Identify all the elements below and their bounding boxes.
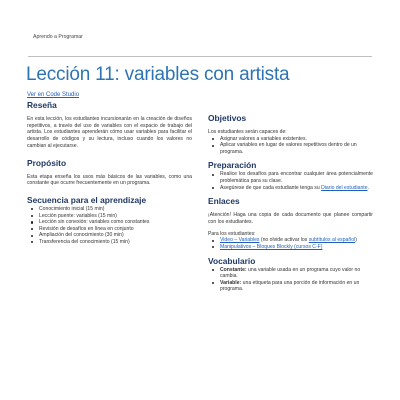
list-item: Asignar valores a variables existentes. <box>220 136 373 143</box>
vocabulario-list <box>208 267 373 293</box>
diario-estudiante-link[interactable]: Diario del estudiante <box>321 184 368 191</box>
list-item: Aplicar variables en lugar de valores repetitivos dentro de un programa. <box>220 142 373 155</box>
list-item: Transferencia del conocimiento (15 min) <box>39 239 192 246</box>
manipulativos-link[interactable]: Manipulativos – Bloques Blockly (cursos C-F) <box>220 243 323 250</box>
vocab-term: Constante: <box>220 266 247 273</box>
preparacion-heading: Preparación <box>208 160 257 171</box>
proposito-text: Esta etapa enseña los usos más básicos de las variables, como una constante que ocurre frecuentemente en un programa. <box>27 173 192 187</box>
left-column <box>27 100 192 245</box>
subtitulos-link[interactable]: subtítulos al español <box>308 237 356 244</box>
list-item: Lección puente: variables (15 min) <box>39 213 192 220</box>
enlaces-for-students: Para los estudiantes: <box>208 230 256 237</box>
video-note: (no olvide activar los <box>259 237 309 244</box>
header-divider <box>28 56 372 57</box>
proposito-heading: Propósito <box>27 157 67 168</box>
document-header: Aprendo a Programar <box>33 34 83 40</box>
vocab-def: una etiqueta para una porción de información en un programa. <box>220 279 360 293</box>
secuencia-list <box>27 206 192 246</box>
list-item: Conocimiento inicial (15 min) <box>39 206 192 213</box>
list-item <box>220 267 373 280</box>
list-item: Ampliación del conocimiento (30 min) <box>39 232 192 239</box>
list-item <box>220 237 373 244</box>
enlaces-heading: Enlaces <box>208 196 240 207</box>
list-item: Realice los desafíos para encontrar cualquier área potencialmente problemática para su clase. <box>220 171 373 185</box>
objetivos-heading: Objetivos <box>208 113 247 123</box>
secuencia-heading: Secuencia para el aprendizaje <box>27 194 147 205</box>
list-item: Lección sin conexión: variables como constantes <box>39 219 192 226</box>
list-item <box>220 280 373 293</box>
enlaces-warning: ¡Atención! Haga una copia de cada documento que planee compartir con los estudiantes. <box>208 212 373 225</box>
list-item <box>220 244 373 251</box>
preparacion-item2-end: . <box>367 184 369 191</box>
vocab-term: Variable: <box>220 279 242 286</box>
code-studio-link[interactable]: Ver en Code Studio <box>27 92 80 98</box>
resena-text: En esta lección, los estudiantes incursionarán en la creación de diseños repetitivos, a través del uso de variables con el espacio de trabajo del artista. Los estudiantes aprenderán cómo usar variables para facilitar el desarrollo de códigos y su lectura, incluso cuando los valores no cambian al ejecutarse. <box>27 116 192 149</box>
list-item <box>220 185 373 192</box>
right-column <box>208 113 373 293</box>
resena-heading: Reseña <box>27 100 57 110</box>
page-title: Lección 11: variables con artista <box>26 64 290 85</box>
objetivos-intro: Los estudiantes serán capaces de: <box>208 129 287 135</box>
list-item: Revisión de desafíos en línea en conjunto <box>39 226 192 233</box>
objetivos-list <box>208 136 373 156</box>
video-variables-link[interactable]: Video – Variables <box>220 237 260 244</box>
vocab-def: una variable usada en un programa cuyo valor no cambia. <box>220 266 361 280</box>
preparacion-item2-text: Asegúrese de que cada estudiante tenga su <box>220 184 322 191</box>
enlaces-list <box>208 237 373 250</box>
preparacion-list <box>208 171 373 191</box>
video-note-end: ) <box>355 237 357 244</box>
vocabulario-heading: Vocabulario <box>208 255 256 266</box>
